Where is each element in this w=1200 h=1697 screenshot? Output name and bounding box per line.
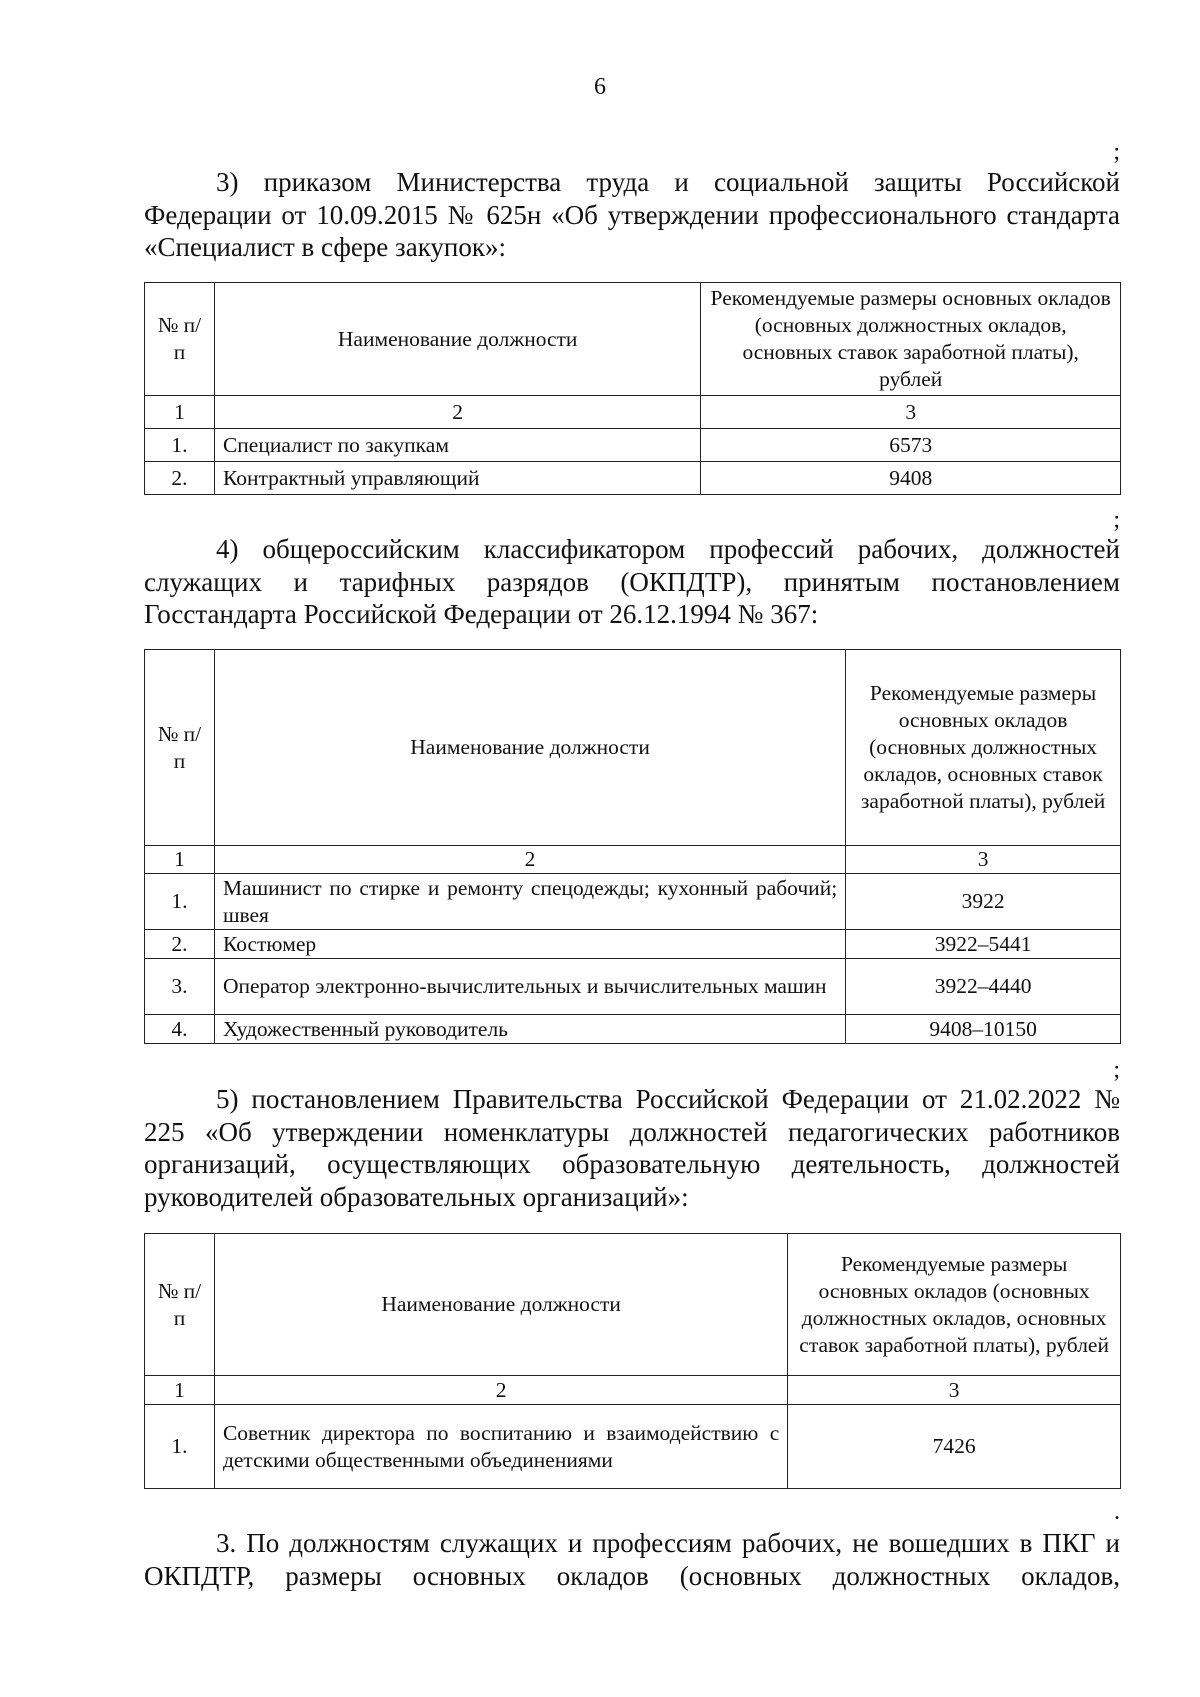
- position-name: Советник директора по воспитанию и взаимодействию с детскими общественными объединениями: [214, 1405, 787, 1489]
- semicolon-mark: ;: [1113, 139, 1120, 165]
- period-mark: .: [1114, 1499, 1120, 1525]
- column-number: 2: [214, 1376, 787, 1405]
- row-number: 2.: [145, 462, 215, 495]
- salary-value: 6573: [701, 429, 1121, 462]
- position-name: Машинист по стирке и ремонту спецодежды; кухонный рабочий; швея: [214, 874, 845, 930]
- header-number: № п/п: [145, 650, 215, 846]
- position-name: Костюмер: [214, 930, 845, 959]
- column-number: 3: [701, 396, 1121, 429]
- paragraph-3: 3) приказом Министерства труда и социальной защиты Российской Федерации от 10.09.2015 № 625н «Об утверждении профессионального стандарта «Специалист в сфере закупок»:: [144, 167, 1120, 262]
- salary-value: 3922: [846, 874, 1121, 930]
- column-number: 2: [214, 846, 845, 874]
- semicolon-mark: ;: [1113, 507, 1120, 533]
- paragraph-5: 5) постановлением Правительства Российской Федерации от 21.02.2022 № 225 «Об утверждении номенклатуры должностей педагогических работников организаций, осуществляющих образовательную деятельность, должностей руководителей образовательных организаций»:: [144, 1084, 1120, 1212]
- row-number: 2.: [145, 930, 215, 959]
- column-number: 3: [788, 1376, 1121, 1405]
- header-number: № п/п: [145, 1234, 215, 1376]
- row-number: 3.: [145, 959, 215, 1015]
- header-salary: Рекомендуемые размеры основных окладов (основных должностных окладов, основных ставок заработной платы), рублей: [701, 283, 1121, 396]
- table-header-row: [145, 283, 1121, 396]
- salary-value: 9408: [701, 462, 1121, 495]
- header-position-name: Наименование должности: [214, 1234, 787, 1376]
- header-salary: Рекомендуемые размеры основных окладов (основных должностных окладов, основных ставок заработной платы), рублей: [788, 1234, 1121, 1376]
- table-row: [145, 959, 1121, 1015]
- position-name: Контрактный управляющий: [214, 462, 700, 495]
- column-number: 1: [145, 1376, 215, 1405]
- row-number: 4.: [145, 1015, 215, 1044]
- row-number: 1.: [145, 429, 215, 462]
- salary-value: 9408–10150: [846, 1015, 1121, 1044]
- table-row: [145, 1405, 1121, 1489]
- position-name: Специалист по закупкам: [214, 429, 700, 462]
- salary-value: 3922–4440: [846, 959, 1121, 1015]
- header-position-name: Наименование должности: [214, 283, 700, 396]
- salary-value: 7426: [788, 1405, 1121, 1489]
- table-row: [145, 930, 1121, 959]
- column-number: 1: [145, 396, 215, 429]
- column-number: 1: [145, 846, 215, 874]
- table-header-row: [145, 650, 1121, 846]
- table-okpdtr: [144, 649, 1121, 1044]
- column-number-row: [145, 1376, 1121, 1405]
- table-procurement: [144, 282, 1121, 495]
- semicolon-mark: ;: [1113, 1057, 1120, 1083]
- column-number-row: [145, 846, 1121, 874]
- table-pedagogical: [144, 1233, 1121, 1489]
- column-number: 2: [214, 396, 700, 429]
- column-number-row: [145, 396, 1121, 429]
- table-row: [145, 1015, 1121, 1044]
- table-row: [145, 462, 1121, 495]
- paragraph-4: 4) общероссийским классификатором профессий рабочих, должностей служащих и тарифных разрядов (ОКПДТР), принятым постановлением Госстандарта Российской Федерации от 26.12.1994 № 367:: [144, 534, 1120, 629]
- table-row: [145, 874, 1121, 930]
- column-number: 3: [846, 846, 1121, 874]
- table-header-row: [145, 1234, 1121, 1376]
- position-name: Художественный руководитель: [214, 1015, 845, 1044]
- paragraph-item-3: 3. По должностям служащих и профессиям рабочих, не вошедших в ПКГ и ОКПДТР, размеры основных окладов (основных должностных окладов,: [144, 1528, 1120, 1591]
- header-number: № п/п: [145, 283, 215, 396]
- row-number: 1.: [145, 1405, 215, 1489]
- salary-value: 3922–5441: [846, 930, 1121, 959]
- header-salary: Рекомендуемые размеры основных окладов (основных должностных окладов, основных ставок заработной платы), рублей: [846, 650, 1121, 846]
- position-name: Оператор электронно-вычислительных и вычислительных машин: [214, 959, 845, 1015]
- row-number: 1.: [145, 874, 215, 930]
- header-position-name: Наименование должности: [214, 650, 845, 846]
- page-number: 6: [594, 74, 606, 100]
- table-row: [145, 429, 1121, 462]
